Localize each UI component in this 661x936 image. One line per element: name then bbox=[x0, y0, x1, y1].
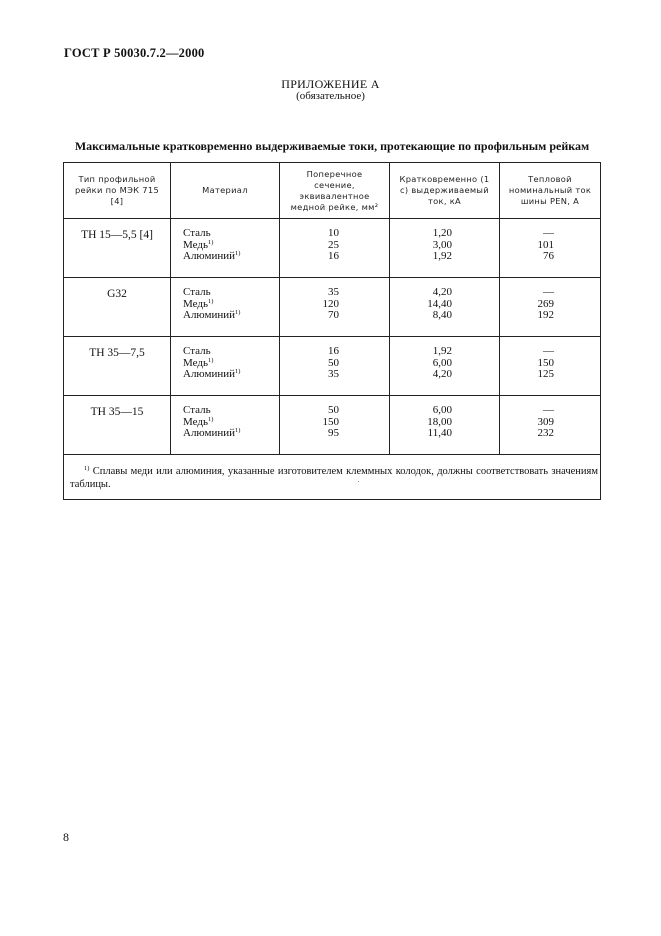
short-time-current-cell bbox=[390, 278, 500, 337]
table-footnote-row bbox=[64, 455, 601, 500]
section-value: 25 bbox=[328, 238, 339, 251]
material-cell bbox=[171, 337, 280, 396]
scan-speck bbox=[358, 481, 359, 482]
cross-section-cell bbox=[280, 396, 390, 455]
table-footnote bbox=[64, 455, 601, 500]
currents-table bbox=[63, 162, 601, 500]
thermal-value: — bbox=[543, 286, 554, 298]
footnote-ref: 1) bbox=[235, 427, 241, 434]
material-name: Сталь bbox=[183, 286, 211, 298]
thermal-current-cell bbox=[500, 278, 601, 337]
section-value: 16 bbox=[328, 345, 339, 357]
material-label bbox=[183, 369, 279, 381]
thermal-value: 101 bbox=[537, 238, 554, 251]
current-value: 8,40 bbox=[432, 309, 452, 321]
section-value: 50 bbox=[328, 404, 339, 416]
material-name: Алюминий bbox=[183, 250, 236, 262]
thermal-value: 232 bbox=[537, 427, 554, 439]
footnote-ref: 1) bbox=[208, 238, 214, 246]
material-name: Медь bbox=[183, 238, 208, 251]
thermal-current-cell bbox=[500, 396, 601, 455]
section-value: 50 bbox=[328, 356, 339, 369]
thermal-value: 309 bbox=[537, 415, 554, 428]
material-label bbox=[183, 251, 279, 263]
cross-section-cell bbox=[280, 278, 390, 337]
rail-type-cell: ТН 15—5,5 [4] bbox=[64, 219, 171, 278]
material-cell bbox=[171, 396, 280, 455]
thermal-current-cell bbox=[500, 337, 601, 396]
page-number: 8 bbox=[63, 830, 69, 844]
cross-section-cell bbox=[280, 337, 390, 396]
column-header-cross-section: Поперечное сечение, эквивалентное медной рейке, мм² bbox=[280, 163, 390, 219]
footnote-mark: 1) bbox=[84, 465, 90, 472]
section-value: 35 bbox=[328, 286, 339, 298]
material-name: Алюминий bbox=[183, 309, 236, 321]
current-value: 1,92 bbox=[432, 345, 452, 357]
short-time-current-cell bbox=[390, 219, 500, 278]
appendix-note: (обязательное) bbox=[296, 90, 365, 102]
thermal-value: — bbox=[543, 345, 554, 357]
thermal-value: 269 bbox=[537, 297, 554, 310]
table-row bbox=[64, 219, 601, 278]
section-value: 150 bbox=[322, 415, 339, 428]
column-header-short-time-current: Кратковременно (1 с) выдерживаемый ток, кА bbox=[390, 163, 500, 219]
current-value: 18,00 bbox=[427, 415, 452, 428]
current-value: 4,20 bbox=[432, 368, 452, 380]
footnote-ref: 1) bbox=[235, 250, 241, 257]
footnote-ref: 1) bbox=[208, 415, 214, 423]
material-name: Алюминий bbox=[183, 368, 236, 380]
thermal-value: 192 bbox=[537, 309, 554, 321]
rail-type-cell: G32 bbox=[64, 278, 171, 337]
material-name: Сталь bbox=[183, 404, 211, 416]
material-name: Медь bbox=[183, 356, 208, 369]
material-name: Сталь bbox=[183, 227, 211, 239]
table-row bbox=[64, 396, 601, 455]
current-value: 3,00 bbox=[432, 238, 452, 251]
section-value: 35 bbox=[328, 368, 339, 380]
material-cell bbox=[171, 278, 280, 337]
current-value: 6,00 bbox=[432, 356, 452, 369]
section-value: 120 bbox=[322, 297, 339, 310]
cross-section-cell bbox=[280, 219, 390, 278]
thermal-current-cell bbox=[500, 219, 601, 278]
section-value: 95 bbox=[328, 427, 339, 439]
material-label bbox=[183, 310, 279, 322]
rail-type-cell: ТН 35—7,5 bbox=[64, 337, 171, 396]
thermal-value: 125 bbox=[537, 368, 554, 380]
current-value: 11,40 bbox=[427, 427, 452, 439]
footnote-ref: 1) bbox=[208, 356, 214, 364]
material-name: Медь bbox=[183, 415, 208, 428]
column-header-material: Материал bbox=[171, 163, 280, 219]
short-time-current-cell bbox=[390, 337, 500, 396]
section-value: 10 bbox=[328, 227, 339, 239]
footnote-text: Сплавы меди или алюминия, указанные изготовителем клеммных колодок, должны соответствовать значениям таблицы. bbox=[70, 466, 599, 490]
material-name: Медь bbox=[183, 297, 208, 310]
thermal-value: — bbox=[543, 227, 554, 239]
short-time-current-cell bbox=[390, 396, 500, 455]
thermal-value: 150 bbox=[537, 356, 554, 369]
section-value: 16 bbox=[328, 250, 339, 262]
material-name: Сталь bbox=[183, 345, 211, 357]
current-value: 6,00 bbox=[432, 404, 452, 416]
column-header-thermal-current: Тепловой номинальный ток шины PEN, А bbox=[500, 163, 601, 219]
appendix-title: ПРИЛОЖЕНИЕ А bbox=[281, 77, 380, 91]
rail-type-cell: ТН 35—15 bbox=[64, 396, 171, 455]
current-value: 1,92 bbox=[432, 250, 452, 262]
column-header-rail-type: Тип профильной рейки по МЭК 715 [4] bbox=[64, 163, 171, 219]
table-header-row bbox=[64, 163, 601, 219]
thermal-value: 76 bbox=[543, 250, 554, 262]
thermal-value: — bbox=[543, 404, 554, 416]
table-row bbox=[64, 278, 601, 337]
footnote-ref: 1) bbox=[235, 309, 241, 316]
current-value: 14,40 bbox=[427, 297, 452, 310]
table-row bbox=[64, 337, 601, 396]
current-value: 1,20 bbox=[432, 227, 452, 239]
section-value: 70 bbox=[328, 309, 339, 321]
material-name: Алюминий bbox=[183, 427, 236, 439]
material-label bbox=[183, 428, 279, 440]
footnote-ref: 1) bbox=[235, 368, 241, 375]
material-cell bbox=[171, 219, 280, 278]
document-header: ГОСТ Р 50030.7.2—2000 bbox=[64, 46, 205, 60]
footnote-ref: 1) bbox=[208, 297, 214, 305]
current-value: 4,20 bbox=[432, 286, 452, 298]
table-title: Максимальные кратковременно выдерживаемые токи, протекающие по профильным рейкам bbox=[74, 139, 590, 153]
